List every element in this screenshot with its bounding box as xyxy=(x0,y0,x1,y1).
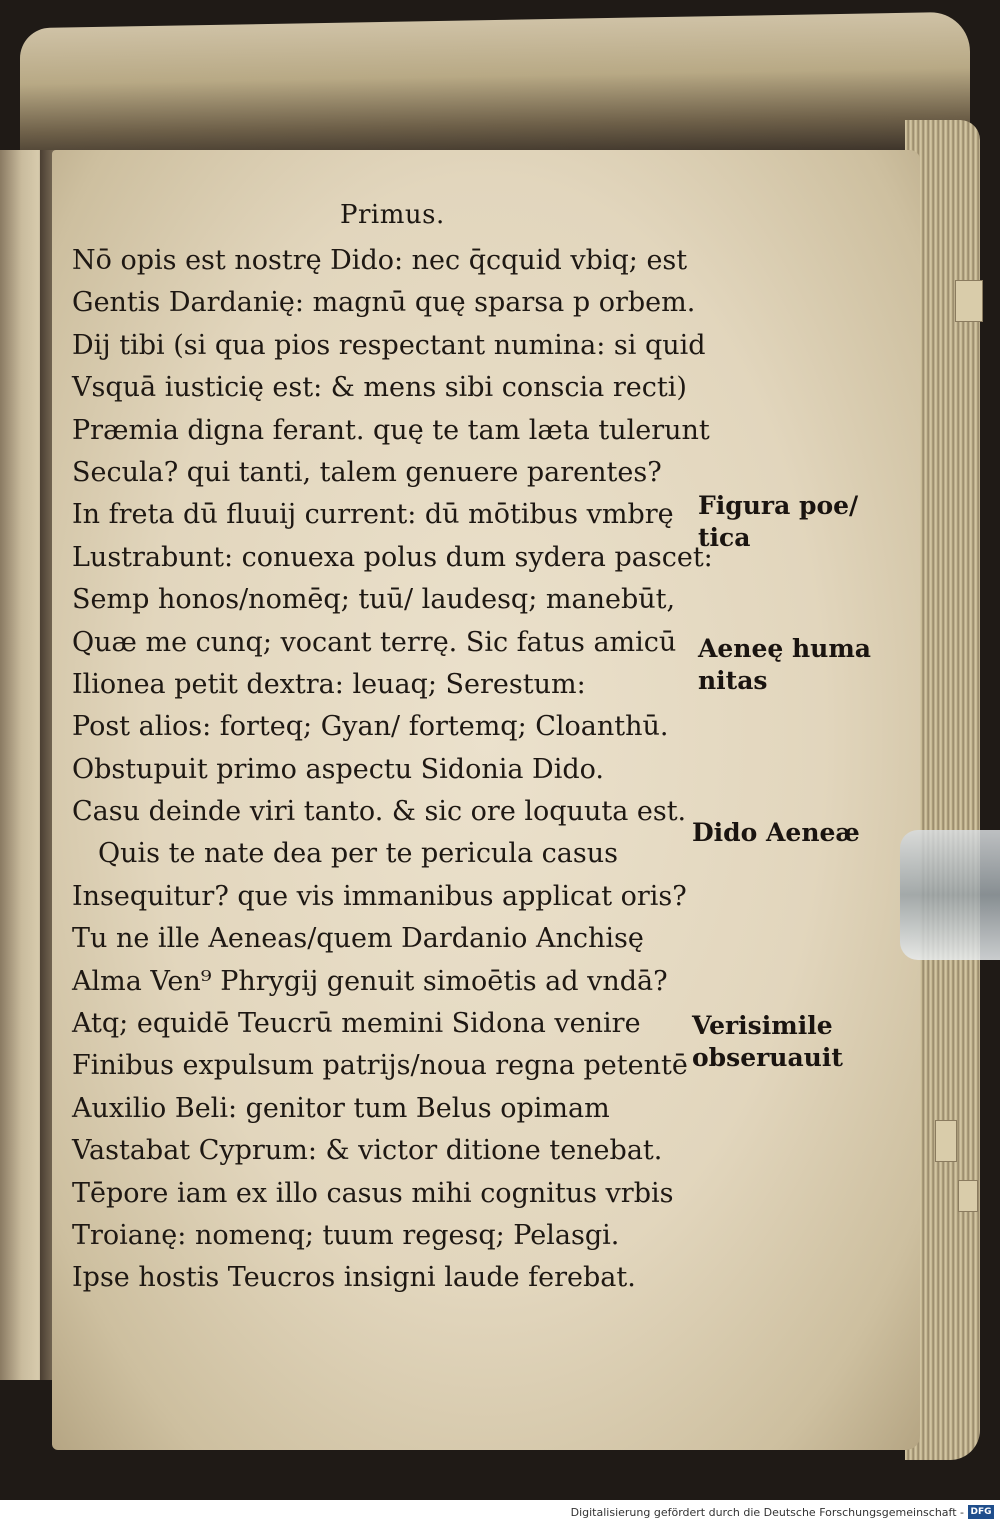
verse-line: In freta dū fluuij current: dū mōtibus vmbrę xyxy=(72,499,674,531)
verse-line: Tu ne ille Aeneas/quem Dardanio Anchisę xyxy=(72,923,644,955)
page-tab xyxy=(955,280,983,322)
verse-line: Casu deinde viri tanto. & sic ore loquuta est. xyxy=(72,796,687,828)
verse-line: Ilionea petit dextra: leuaq; Serestum: xyxy=(72,668,586,700)
gloss-line: tica xyxy=(698,523,751,552)
verse-line: Præmia digna ferant. quę te tam læta tulerunt xyxy=(72,414,710,446)
verse-line: Secula? qui tanti, talem genuere parentes? xyxy=(72,456,662,488)
page-tab xyxy=(935,1120,957,1162)
gloss-line: Aeneę huma xyxy=(698,634,871,663)
running-head: Primus. xyxy=(340,200,445,230)
book-top-edge xyxy=(20,12,970,169)
verse-line: Auxilio Beli: genitor tum Belus opimam xyxy=(72,1092,610,1124)
page-tab xyxy=(958,1180,978,1212)
gloss-line: obseruauit xyxy=(692,1043,843,1072)
verse-line: Gentis Dardanię: magnū quę sparsa p orbem. xyxy=(72,287,696,319)
verse-line: Quis te nate dea per te pericula casus xyxy=(98,838,618,870)
verse-line: Post alios: forteq; Gyan/ fortemq; Cloanthū. xyxy=(72,711,669,743)
verse-line: Dij tibi (si qua pios respectant numina: si quid xyxy=(72,329,706,361)
verse-line: Ipse hostis Teucros insigni laude ferebat. xyxy=(72,1262,636,1294)
dfg-logo: DFG xyxy=(968,1505,994,1519)
marginal-gloss xyxy=(698,490,858,554)
verse-line: Semp honos/nomēq; tuū/ laudesq; manebūt, xyxy=(72,584,676,616)
marginal-gloss xyxy=(692,1010,843,1074)
gloss-line: Figura poe/ xyxy=(698,491,859,520)
gloss-line: Dido Aeneæ xyxy=(692,818,860,847)
verse-line: Tēpore iam ex illo casus mihi cognitus vrbis xyxy=(72,1177,674,1209)
verse-text xyxy=(72,240,713,1300)
verse-line: Finibus expulsum patrijs/noua regna petentē xyxy=(72,1050,688,1082)
verse-line: Nō opis est nostrę Dido: nec q̄cquid vbiq; est xyxy=(72,245,688,276)
verse-line: Obstupuit primo aspectu Sidonia Dido. xyxy=(72,753,604,785)
gloss-line: nitas xyxy=(698,666,768,695)
verse-line: Alma Ven⁹ Phrygij genuit simoētis ad vndā? xyxy=(72,965,668,997)
verse-line: Troianę: nomenq; tuum regesq; Pelasgi. xyxy=(72,1219,620,1251)
verse-line: Quæ me cunq; vocant terrę. Sic fatus amicū xyxy=(72,626,677,658)
marginal-gloss xyxy=(692,817,860,849)
verse-line: Atq; equidē Teucrū memini Sidona venire xyxy=(72,1008,641,1040)
funding-credit: Digitalisierung gefördert durch die Deutsche Forschungsgemeinschaft - xyxy=(570,1506,964,1519)
marginal-gloss xyxy=(698,633,871,697)
verse-line: Insequitur? que vis immanibus applicat oris? xyxy=(72,880,687,912)
verse-line: Vsquā iusticię est: & mens sibi conscia recti) xyxy=(72,372,687,404)
verse-line: Vastabat Cyprum: & victor ditione tenebat. xyxy=(72,1135,663,1167)
gloss-line: Verisimile xyxy=(692,1011,833,1040)
verse-line: Lustrabunt: conuexa polus dum sydera pascet: xyxy=(72,541,713,573)
metal-clip xyxy=(900,830,1000,960)
